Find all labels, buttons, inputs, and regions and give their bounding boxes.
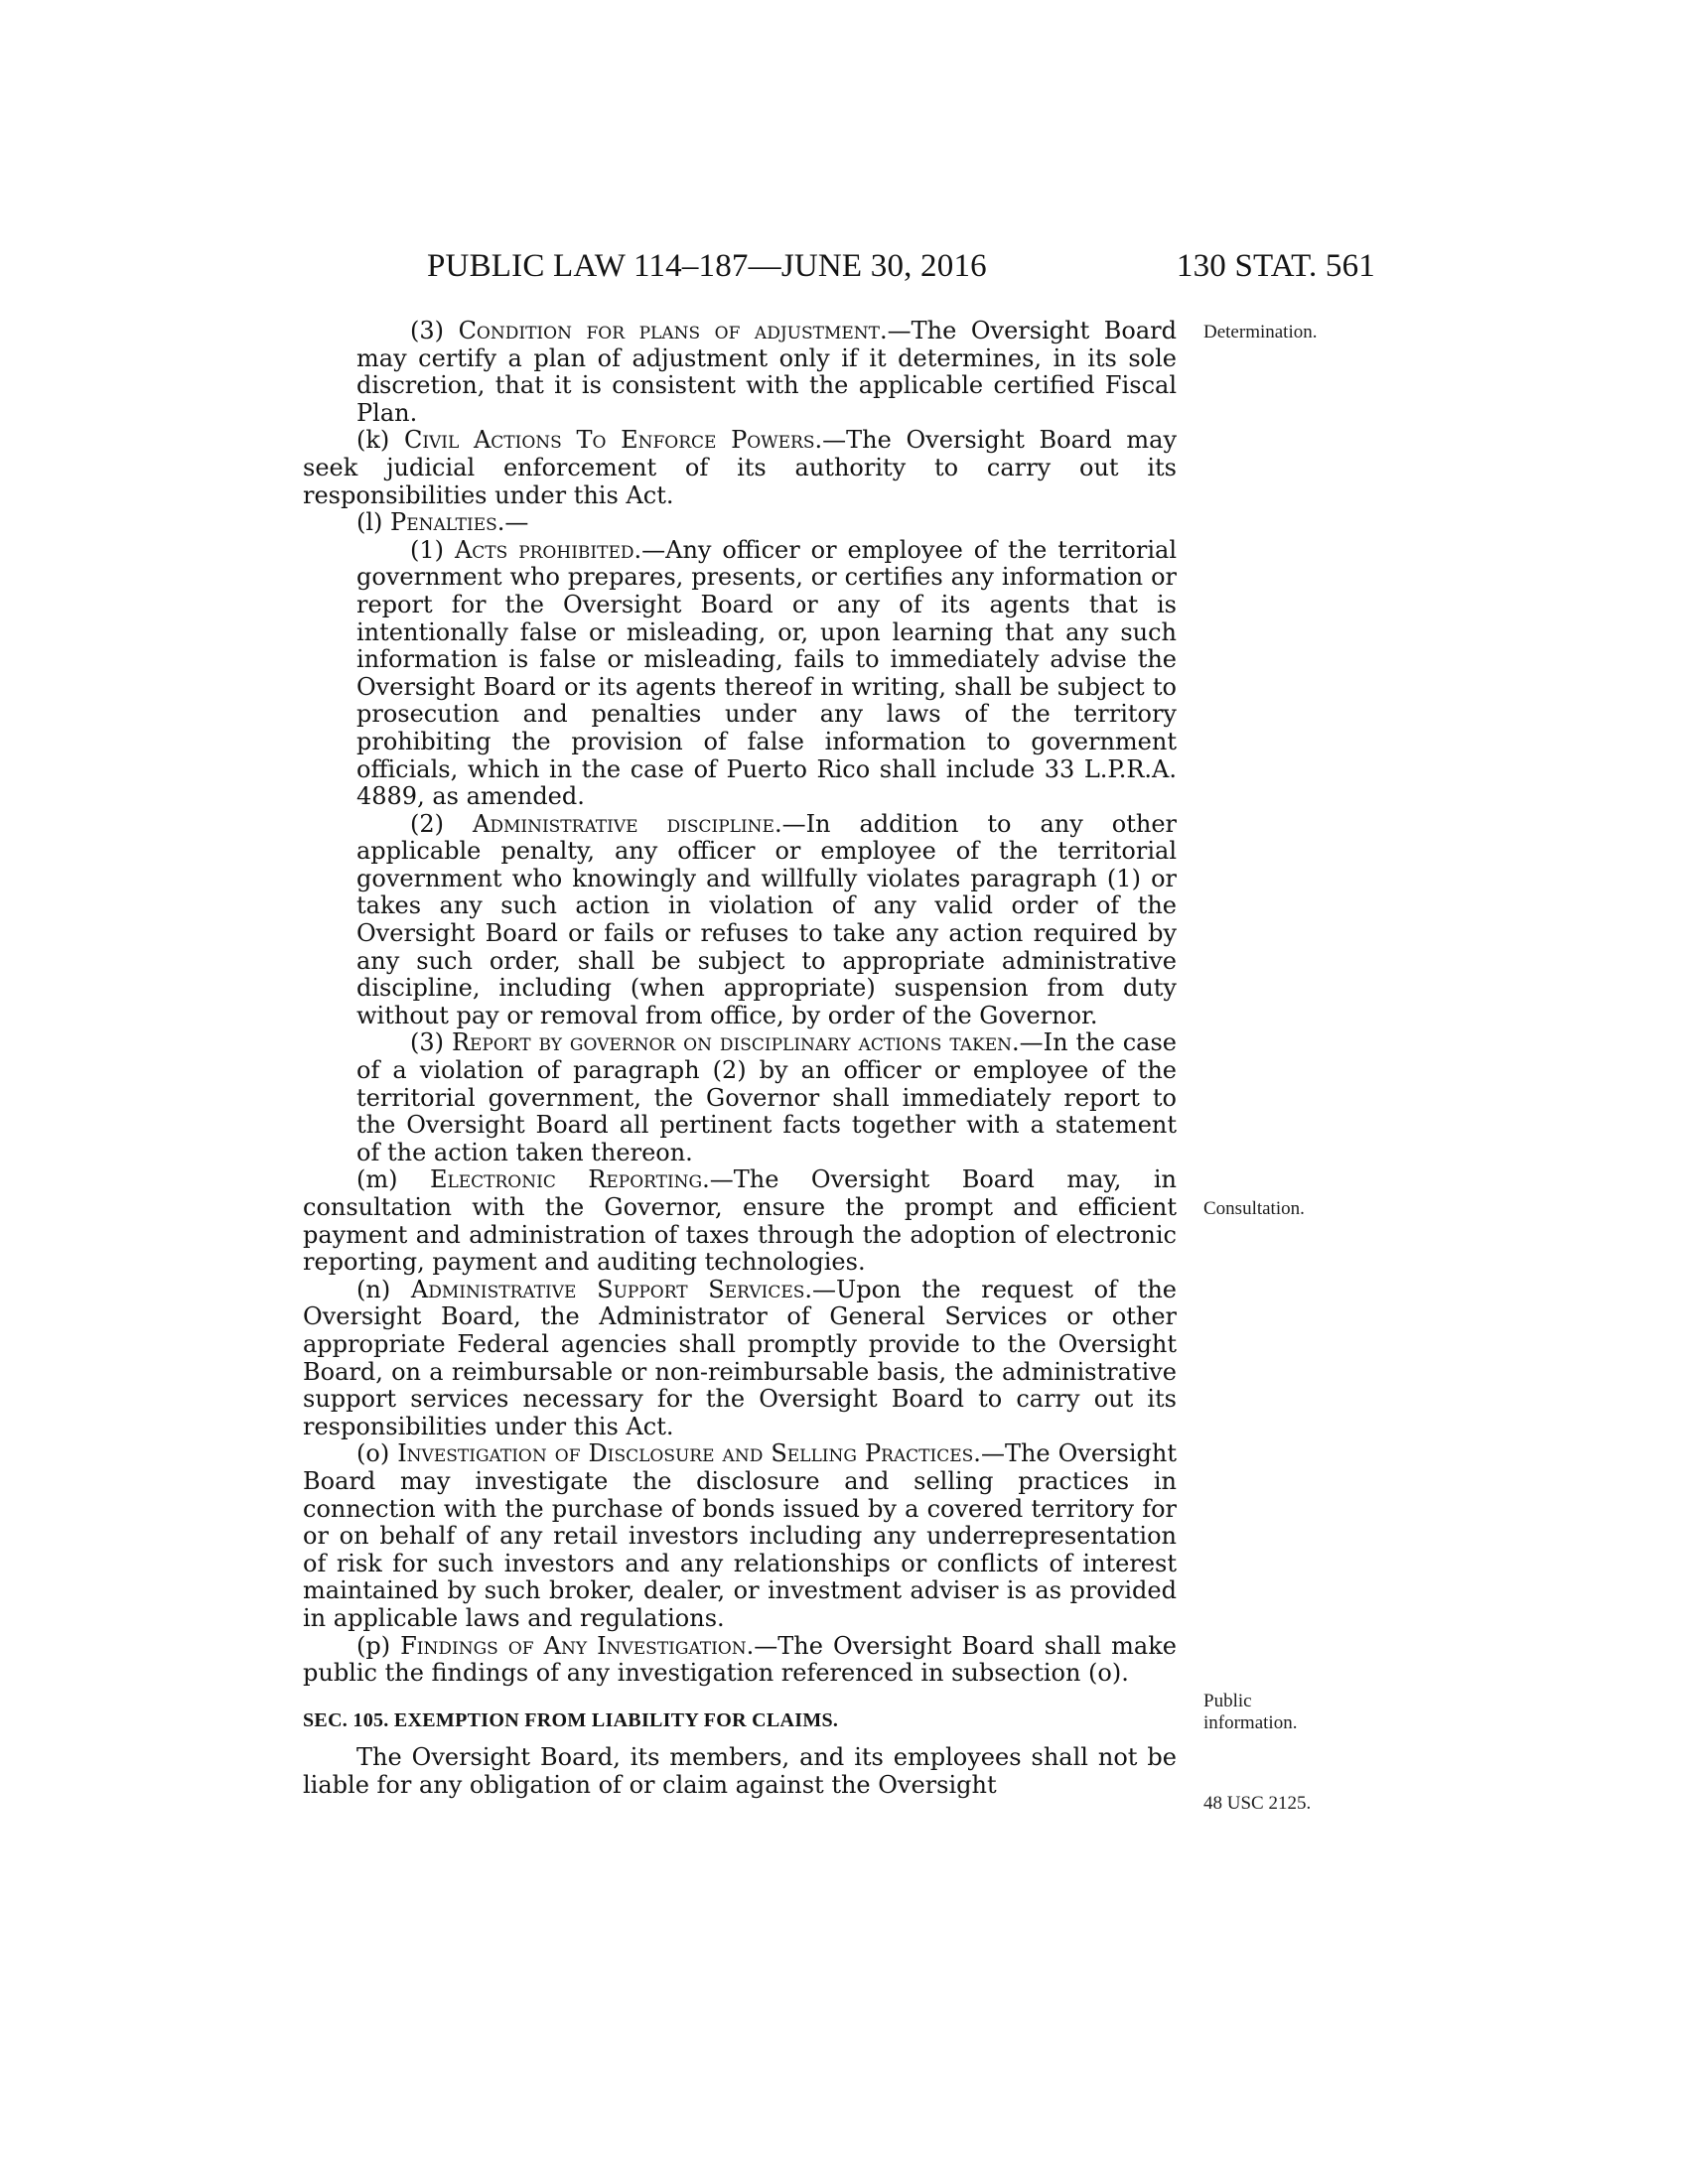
subsection-text: —The Oversight Board may, in consultation with the Governor, ensure the prompt and efficient payment and administration of taxes through the adoption of electronic reporting, payment and auditing technologies. bbox=[303, 1165, 1178, 1277]
margin-note-line: information. bbox=[1203, 1712, 1298, 1733]
subsection-text: —The Oversight Board shall make public the findings of any investigation referenced in subsection (o). bbox=[303, 1631, 1177, 1688]
subsection-number: (o) bbox=[356, 1439, 390, 1468]
subsection-m bbox=[303, 1166, 1177, 1276]
subsection-number: (n) bbox=[356, 1275, 391, 1303]
subsection-text: —The Oversight Board may seek judicial enforcement of its authority to carry out its responsibilities under this Act. bbox=[303, 426, 1178, 509]
paragraph-heading: Acts prohibited. bbox=[454, 535, 642, 564]
subsection-text: — bbox=[504, 508, 529, 537]
subsection-heading: Administrative Support Services. bbox=[410, 1275, 813, 1303]
subsection-number: (p) bbox=[356, 1631, 391, 1660]
paragraph-heading: Condition for plans of adjustment. bbox=[458, 317, 888, 344]
margin-note-usc-citation: 48 USC 2125. bbox=[1203, 1793, 1312, 1814]
paragraph-l3 bbox=[303, 1029, 1177, 1166]
subsection-heading: Findings of Any Investigation. bbox=[400, 1631, 755, 1660]
subsection-l bbox=[303, 509, 1177, 537]
margin-note-consultation: Consultation. bbox=[1203, 1198, 1305, 1219]
subsection-text: —Upon the request of the Oversight Board, the Administrator of General Services or other appropriate Federal agencies shall promptly provide to the Oversight Board, on a reimbursable or non-reimbursable basis, the administrative support services necessary for the Oversight Board to carry out its responsibilities under this Act. bbox=[303, 1275, 1177, 1440]
law-title: PUBLIC LAW 114–187—JUNE 30, 2016 bbox=[427, 248, 987, 284]
running-header bbox=[303, 248, 1375, 292]
paragraph-text: —In the case of a violation of paragraph (2) by an officer or employee of the territorial government, the Governor shall immediately report to the Oversight Board all pertinent facts together with a statement of the action taken thereon. bbox=[356, 1028, 1178, 1166]
paragraph-text: —In addition to any other applicable penalty, any officer or employee of the territorial government who knowingly and willfully violates paragraph (1) or takes any such action in violation of any valid order of the Oversight Board or fails or refuses to take any action required by any such order, shall be subject to appropriate administrative discipline, including (when appropriate) suspension from duty without pay or removal from office, by order of the Governor. bbox=[356, 809, 1177, 1029]
subsection-text: —The Oversight Board may investigate the disclosure and selling practices in connection with the purchase of bonds issued by a covered territory for or on behalf of any retail investors including any underrepresentation of risk for such investors and any relationships or conflicts of interest maintained by such broker, dealer, or investment adviser is as provided in applicable laws and regulations. bbox=[303, 1439, 1177, 1632]
margin-note-line: Public bbox=[1203, 1691, 1252, 1711]
paragraph-text: —The Oversight Board may certify a plan of adjustment only if it determines, in its sole discretion, that it is consistent with the applicable certified Fiscal Plan. bbox=[356, 317, 1178, 427]
document-body bbox=[303, 318, 1177, 1799]
paragraph-text: —Any officer or employee of the territorial government who prepares, presents, or certifies any information or report for the Oversight Board or any of its agents that is intentionally false or misleading, or, upon learning that any such information is false or misleading, fails to immediately advise the Oversight Board or its agents thereof in writing, shall be subject to prosecution and penalties under any laws of the territory prohibiting the provision of false information to government officials, which in the case of Puerto Rico shall include 33 L.P.R.A. 4889, as amended. bbox=[356, 535, 1177, 811]
paragraph-number: (3) bbox=[410, 317, 444, 344]
margin-note-determination: Determination. bbox=[1203, 322, 1318, 342]
subsection-heading: Civil Actions To Enforce Powers. bbox=[403, 426, 823, 455]
paragraph-number: (3) bbox=[410, 1028, 444, 1057]
subsection-number: (l) bbox=[356, 508, 383, 537]
paragraph-l2 bbox=[303, 811, 1177, 1030]
subsection-heading: Electronic Reporting. bbox=[429, 1165, 710, 1194]
paragraph-l1 bbox=[303, 537, 1177, 811]
section-105-text: The Oversight Board, its members, and its employees shall not be liable for any obligation of or claim against the Oversight bbox=[303, 1743, 1177, 1799]
paragraph-heading: Report by governor on disciplinary actions taken. bbox=[451, 1028, 1020, 1057]
subsection-number: (m) bbox=[356, 1165, 398, 1194]
subsection-n bbox=[303, 1277, 1177, 1441]
subsection-k bbox=[303, 427, 1177, 509]
subsection-heading: Investigation of Disclosure and Selling Practices. bbox=[397, 1439, 981, 1468]
margin-note-public-information bbox=[1203, 1691, 1352, 1734]
subsection-p bbox=[303, 1633, 1177, 1688]
subsection-heading: Penalties. bbox=[390, 508, 505, 537]
paragraph-heading: Administrative discipline. bbox=[472, 809, 782, 838]
paragraph-number: (2) bbox=[410, 809, 444, 838]
section-heading-105: SEC. 105. EXEMPTION FROM LIABILITY FOR CLAIMS. bbox=[303, 1708, 839, 1731]
subsection-o bbox=[303, 1440, 1177, 1632]
subsection-number: (k) bbox=[356, 426, 390, 455]
stat-page-number: 130 STAT. 561 bbox=[1176, 248, 1375, 284]
paragraph-j3 bbox=[303, 318, 1177, 427]
paragraph-number: (1) bbox=[410, 535, 444, 564]
